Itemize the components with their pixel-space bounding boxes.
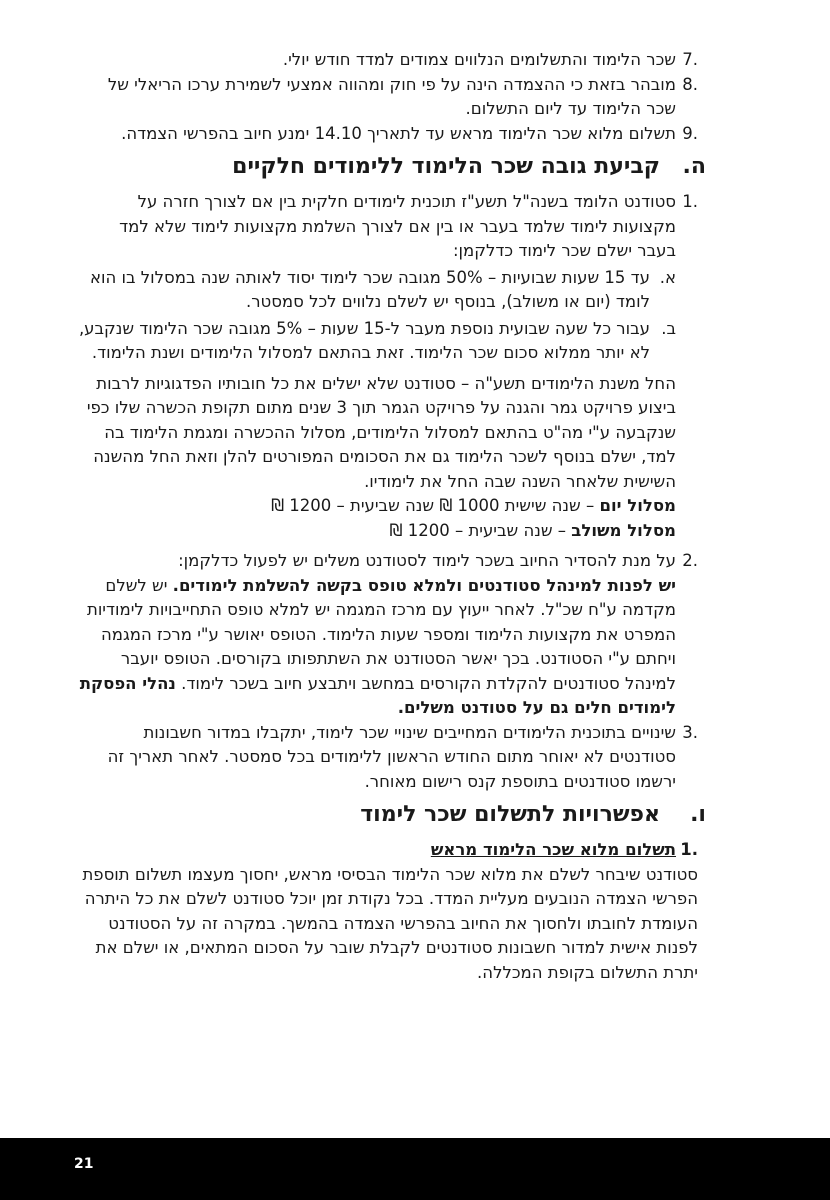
paragraph bbox=[78, 372, 676, 495]
subsection-heading bbox=[78, 838, 698, 863]
item-text: שכר הלימוד והתשלומים הנלווים צמודים למדד חודש יולי. bbox=[282, 50, 676, 69]
list-item bbox=[78, 122, 698, 147]
sub-item-letter: א. bbox=[659, 267, 676, 287]
list-item bbox=[78, 73, 698, 122]
item-body: יש לשלם מקדמה ע"ח שכ"ל. לאחר ייעוץ עם מרכז המגמה יש למלא טופס התחייבויות לימודיות המפרט את מקצועות הלימוד ומספר שעות הלימוד. הטופס יאושר ע"י מרכז המגמה ויחתם ע"י הסטודנט. בכך יאשר הסטודנט את השתתפותו בקורסים. הטופס יועבר למינהל סטודנטים להקלדת הקורסים במחשב ויתבצע חיוב בשכר לימוד. bbox=[86, 575, 676, 693]
item-bold-instruction: יש לפנות למינהל סטודנטים ולמלא טופס בקשה להשלמת לימודים. bbox=[172, 575, 676, 595]
item-intro: על מנת להסדיר החיוב בשכר לימוד לסטודנט משלים יש לפעול כדלקמן: bbox=[178, 551, 676, 570]
track-mixed-text: – שנה שביעית – 1200 ₪ bbox=[389, 520, 572, 540]
item-number: .2 bbox=[682, 551, 698, 570]
item-text bbox=[78, 549, 676, 721]
item-number: .1 bbox=[682, 192, 698, 211]
item-number: .3 bbox=[682, 722, 698, 742]
list-item bbox=[78, 721, 698, 795]
section-number: ה. bbox=[682, 154, 706, 179]
track-day-label: מסלול יום bbox=[599, 496, 676, 515]
item-text: שינויים בתוכנית הלימודים המחייבים שינויי שכר לימוד, יתקבלו במדור חשבונות סטודנטים לא יאוחר מתום החודש הראשון ללימודים בכל סמסטר. לאחר תאריך זה ירשמו סטודנטים בתוספת קנס רישום מאוחר. bbox=[107, 722, 676, 791]
section-title: אפשרויות לתשלום שכר לימוד bbox=[360, 802, 660, 827]
section-title: קביעת גובה שכר הלימוד ללימודים חלקיים bbox=[232, 154, 660, 179]
track-mixed-label: מסלול משולב bbox=[571, 520, 676, 540]
paragraph bbox=[78, 863, 698, 986]
list-item bbox=[78, 48, 698, 73]
paragraph-text: החל משנת הלימודים תשע"ה – סטודנט שלא ישלים את כל חובותיו הפדגוגיות לרבות ביצוע פרויקט גמר והגנה על פרויקט הגמר תוך 3 שנים מתום תקופת הכשרה שלו כפי שנקבעה ע"י מה"ט בהתאם למסלול הלימודים, מסלול ההכשרה ומגמת הלימוד בה למד, ישלם בנוסף לשכר הלימוד גם את הסכומים המפורטים להלן וזאת החל מהשנה השישית שלאחר השנה שבה החל את לימודיו. bbox=[86, 373, 676, 491]
section-heading-h bbox=[78, 152, 706, 182]
sub-item-text: עד 15 שעות שבועיות – 50% מגובה שכר לימוד יסוד לאותה שנה במסלול בו הוא לומד (יום או משולב), בנוסף יש לשלם נלווים לכל סמסטר. bbox=[89, 267, 650, 311]
list-item bbox=[78, 190, 698, 264]
track-day-line bbox=[78, 494, 676, 519]
sub-item bbox=[78, 266, 676, 315]
paragraph-text: סטודנט שיבחר לשלם את מלוא שכר הלימוד הבסיסי מראש, יחסוך מעצמו תשלום תוספת הפרשי הצמדה הנובעים מעליית המדד. בכל נקודת זמן יוכל סטודנט לשלם את כל היתרה העומדת לחובתו ולחסוך את החיוב בהפרשי הצמדה בהמשך. במקרה זה על הסטודנט לפנות אישית למדור חשבונות סטודנטים לקבלת שובר על הסכום המתאים, או ישלם את יתרת התשלום בקופת המכללה. bbox=[82, 864, 698, 982]
subsection-number: .1 bbox=[680, 840, 698, 859]
document-body bbox=[78, 48, 706, 985]
item-text: תשלום מלוא שכר הלימוד מראש עד לתאריך 14.10 ימנע חיוב בהפרשי הצמדה. bbox=[121, 123, 676, 143]
section-heading-v bbox=[78, 800, 706, 830]
item-text: סטודנט הלומד בשנה"ל תשע"ז תוכנית לימודים חלקית בין אם לצורך חזרה על מקצועות לימוד שלמד בעבר או בין אם לצורך השלמת מקצועות לימוד שלא למד בעבר ישלם שכר לימוד כדלקמן: bbox=[119, 192, 676, 260]
track-day-text: – שנה שישית 1000 ₪ שנה שביעית – 1200 ₪ bbox=[271, 496, 600, 515]
item-number: .9 bbox=[682, 123, 698, 143]
section-number: ו. bbox=[690, 802, 706, 827]
item-bold-note: נהלי הפסקת לימודים חלים גם על סטודנט משלים. bbox=[79, 673, 676, 717]
list-item bbox=[78, 549, 698, 721]
item-number: .8 bbox=[682, 74, 698, 94]
subsection-title: תשלום מלוא שכר הלימוד מראש bbox=[430, 840, 676, 859]
sub-item-letter: ב. bbox=[661, 318, 676, 338]
sub-item-text: עבור כל שעה שבועית נוספת מעבר ל-15 שעות – 5% מגובה שכר הלימוד שנקבע, לא יותר ממלוא סכום שכר הלימוד. זאת בהתאם למסלול הלימודים ושנת הלימוד. bbox=[78, 318, 650, 362]
track-mixed-line bbox=[78, 519, 676, 544]
page-number: 21 bbox=[74, 1156, 94, 1172]
item-number: .7 bbox=[682, 50, 698, 69]
page-footer bbox=[0, 1138, 830, 1200]
item-text: מובהר בזאת כי ההצמדה הינה על פי חוק ומהווה אמצעי לשמירת ערכו הריאלי של שכר הלימוד עד ליום התשלום. bbox=[107, 74, 676, 118]
sub-item bbox=[78, 317, 676, 366]
